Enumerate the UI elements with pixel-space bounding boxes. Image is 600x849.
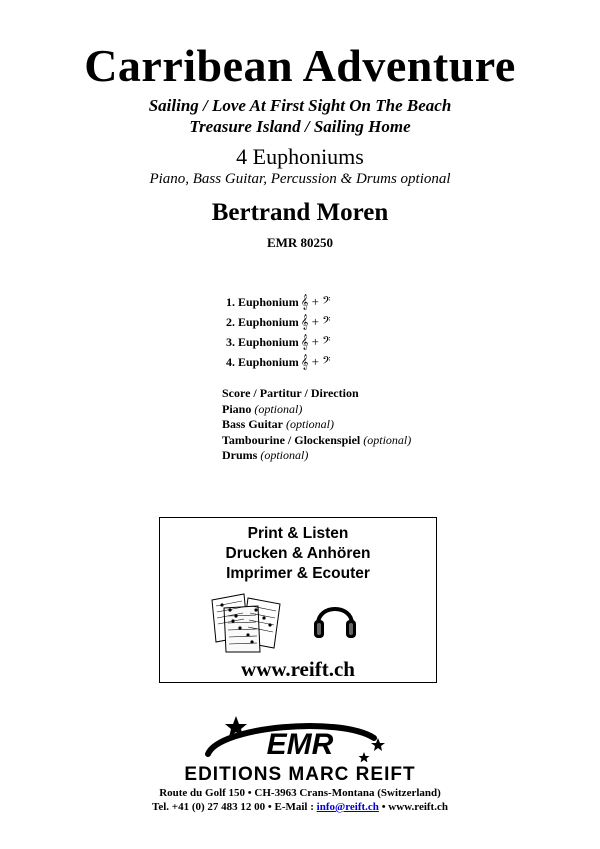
clef-icon: 𝄞 + 𝄢 — [300, 334, 331, 349]
part-item — [226, 332, 331, 352]
part-label: 1. Euphonium — [226, 295, 299, 309]
extra-item — [222, 386, 411, 402]
sheet-music-icon — [208, 590, 284, 654]
publisher-name: EDITIONS MARC REIFT — [184, 764, 416, 785]
extra-note: (optional) — [286, 417, 335, 431]
promo-line-en: Print & Listen — [247, 525, 349, 542]
promo-line-fr: Imprimer & Ecouter — [226, 565, 370, 582]
part-label: 4. Euphonium — [226, 355, 299, 369]
promo-line-de: Drucken & Anhören — [225, 545, 371, 562]
clef-icon: 𝄞 + 𝄢 — [300, 354, 331, 369]
part-item — [226, 312, 331, 332]
extra-name: Score / Partitur / Direction — [222, 386, 359, 400]
catalog-number: EMR 80250 — [266, 235, 334, 250]
extra-note: (optional) — [254, 401, 303, 416]
part-label: 3. Euphonium — [226, 335, 299, 349]
extras-list — [222, 386, 411, 464]
extra-item — [222, 433, 411, 449]
web-text: • www.reift.ch — [378, 801, 448, 813]
part-label: 2. Euphonium — [226, 315, 299, 329]
extra-item — [222, 402, 411, 418]
print-listen-box — [159, 517, 437, 683]
logo-text: EMR — [266, 728, 334, 761]
extra-name: Tambourine / Glockenspiel — [222, 432, 361, 447]
extra-item — [222, 417, 411, 433]
composer-name: Bertrand Moren — [211, 199, 389, 226]
publisher-contact — [0, 800, 600, 814]
subtitle-line-2: Treasure Island / Sailing Home — [189, 117, 411, 136]
part-item — [226, 292, 331, 312]
extra-name: Piano — [222, 401, 252, 416]
phone-text: Tel. +41 (0) 27 483 12 00 • E-Mail : — [152, 801, 317, 813]
clef-icon: 𝄞 + 𝄢 — [300, 314, 331, 329]
emr-logo — [150, 708, 450, 788]
clef-icon: 𝄞 + 𝄢 — [300, 294, 331, 309]
instrumentation: 4 Euphoniums — [236, 144, 364, 169]
email-link[interactable]: info@reift.ch — [316, 801, 379, 813]
extra-item — [222, 448, 411, 464]
page-title: Carribean Adventure — [84, 40, 516, 91]
extra-name: Drums — [222, 448, 258, 462]
extra-note: (optional) — [260, 448, 309, 462]
headphones-icon — [312, 594, 358, 642]
subtitle-line-1: Sailing / Love At First Sight On The Beach — [148, 96, 452, 115]
part-item — [226, 352, 331, 372]
parts-list — [226, 292, 331, 372]
website-link[interactable]: www.reift.ch — [241, 657, 355, 681]
publisher-address: Route du Golf 150 • CH-3963 Crans-Montana (Switzerland) — [159, 787, 441, 799]
optional-instruments: Piano, Bass Guitar, Percussion & Drums optional — [149, 171, 451, 187]
extra-name: Bass Guitar — [222, 417, 284, 431]
extra-note: (optional) — [363, 432, 412, 447]
